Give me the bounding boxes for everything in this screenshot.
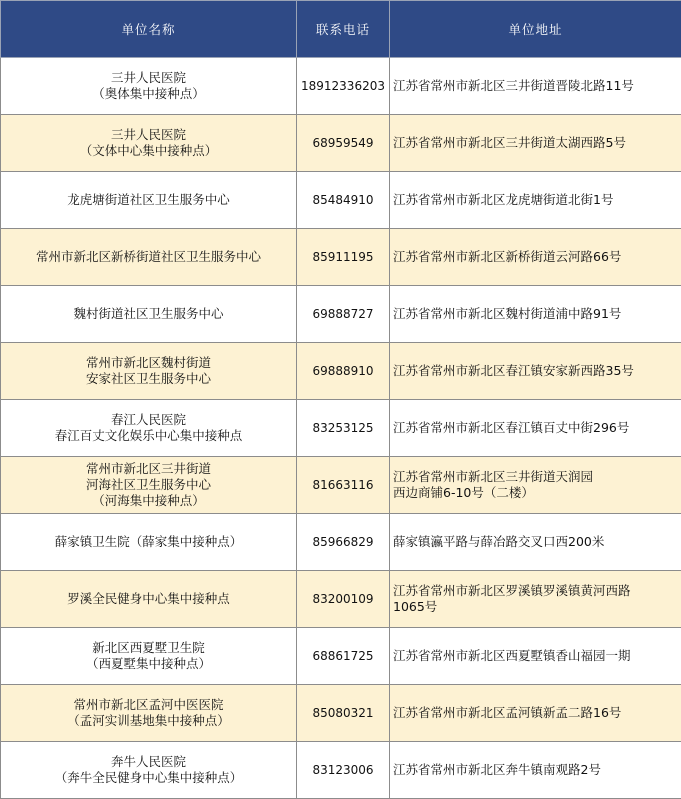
unit-name-line: 河海社区卫生服务中心 bbox=[85, 477, 211, 492]
table-row bbox=[1, 229, 681, 286]
unit-name-line: （河海集中接种点） bbox=[92, 493, 205, 508]
unit-name-cell bbox=[1, 115, 297, 172]
unit-name-cell bbox=[1, 229, 297, 286]
unit-name-line: 龙虎塘街道社区卫生服务中心 bbox=[67, 192, 230, 207]
phone-cell: 68959549 bbox=[297, 115, 390, 172]
unit-name-line: 三井人民医院 bbox=[110, 70, 186, 85]
address-cell bbox=[390, 286, 681, 343]
unit-name-cell bbox=[1, 58, 297, 115]
table-row bbox=[1, 343, 681, 400]
unit-name-line: 魏村街道社区卫生服务中心 bbox=[73, 306, 224, 321]
unit-name-line: 薛家镇卫生院（薛家集中接种点） bbox=[54, 534, 243, 549]
unit-name-line: 奔牛人民医院 bbox=[110, 754, 186, 769]
table-row bbox=[1, 742, 681, 799]
address-cell bbox=[390, 742, 681, 799]
table-row bbox=[1, 457, 681, 514]
phone-cell: 83123006 bbox=[297, 742, 390, 799]
address-cell bbox=[390, 58, 681, 115]
table-row bbox=[1, 286, 681, 343]
unit-name-line: 罗溪全民健身中心集中接种点 bbox=[67, 591, 230, 606]
unit-name-cell bbox=[1, 457, 297, 514]
phone-cell: 18912336203 bbox=[297, 58, 390, 115]
address-line: 江苏省常州市新北区三井街道晋陵北路11号 bbox=[393, 78, 634, 93]
table-row bbox=[1, 514, 681, 571]
unit-name-line: 新北区西夏墅卫生院 bbox=[92, 640, 205, 655]
address-line: 江苏省常州市新北区三井街道天润园 bbox=[393, 469, 594, 484]
phone-cell: 68861725 bbox=[297, 628, 390, 685]
table-row bbox=[1, 400, 681, 457]
unit-name-line: 常州市新北区魏村街道 bbox=[85, 355, 211, 370]
phone-cell: 85911195 bbox=[297, 229, 390, 286]
address-line: 江苏省常州市新北区春江镇百丈中街296号 bbox=[393, 420, 630, 435]
unit-name-line: 常州市新北区新桥街道社区卫生服务中心 bbox=[35, 249, 261, 264]
address-line: 1065号 bbox=[393, 599, 438, 614]
header-unit-name: 单位名称 bbox=[1, 1, 297, 58]
phone-cell: 83253125 bbox=[297, 400, 390, 457]
table-header bbox=[1, 1, 681, 58]
unit-name-cell bbox=[1, 514, 297, 571]
unit-name-cell bbox=[1, 343, 297, 400]
phone-cell: 83200109 bbox=[297, 571, 390, 628]
unit-name-line: （孟河实训基地集中接种点） bbox=[67, 713, 230, 728]
header-phone: 联系电话 bbox=[297, 1, 390, 58]
address-cell bbox=[390, 400, 681, 457]
phone-cell: 69888727 bbox=[297, 286, 390, 343]
address-line: 江苏省常州市新北区三井街道太湖西路5号 bbox=[393, 135, 626, 150]
address-cell bbox=[390, 343, 681, 400]
unit-name-line: （文体中心集中接种点） bbox=[79, 143, 218, 158]
address-line: 江苏省常州市新北区奔牛镇南观路2号 bbox=[393, 762, 601, 777]
address-line: 西边商铺6-10号（二楼） bbox=[393, 485, 534, 500]
table-row bbox=[1, 571, 681, 628]
address-line: 江苏省常州市新北区西夏墅镇香山福园一期 bbox=[393, 648, 631, 663]
header-address: 单位地址 bbox=[390, 1, 681, 58]
table-row bbox=[1, 115, 681, 172]
address-cell bbox=[390, 571, 681, 628]
unit-name-cell bbox=[1, 742, 297, 799]
unit-name-line: 常州市新北区三井街道 bbox=[85, 461, 211, 476]
phone-cell: 85080321 bbox=[297, 685, 390, 742]
address-line: 江苏省常州市新北区龙虎塘街道北街1号 bbox=[393, 192, 614, 207]
unit-name-cell bbox=[1, 286, 297, 343]
address-cell bbox=[390, 457, 681, 514]
address-cell bbox=[390, 172, 681, 229]
phone-cell: 81663116 bbox=[297, 457, 390, 514]
unit-name-cell bbox=[1, 685, 297, 742]
address-cell bbox=[390, 685, 681, 742]
unit-name-line: 三井人民医院 bbox=[110, 127, 186, 142]
table-row bbox=[1, 172, 681, 229]
unit-name-line: 常州市新北区孟河中医医院 bbox=[73, 697, 224, 712]
table-row bbox=[1, 628, 681, 685]
address-line: 江苏省常州市新北区罗溪镇罗溪镇黄河西路 bbox=[393, 583, 631, 598]
unit-name-cell bbox=[1, 571, 297, 628]
header-row bbox=[1, 1, 681, 58]
unit-name-line: （奥体集中接种点） bbox=[92, 86, 205, 101]
address-cell bbox=[390, 229, 681, 286]
table-body bbox=[1, 58, 681, 799]
table-row bbox=[1, 685, 681, 742]
address-line: 薛家镇瀛平路与薛冶路交叉口西200米 bbox=[393, 534, 605, 549]
unit-name-cell bbox=[1, 400, 297, 457]
unit-name-line: 安家社区卫生服务中心 bbox=[85, 371, 211, 386]
address-line: 江苏省常州市新北区春江镇安家新西路35号 bbox=[393, 363, 634, 378]
unit-name-line: 春江百丈文化娱乐中心集中接种点 bbox=[54, 428, 243, 443]
unit-name-line: 春江人民医院 bbox=[110, 412, 186, 427]
address-line: 江苏省常州市新北区新桥街道云河路66号 bbox=[393, 249, 622, 264]
unit-name-line: （西夏墅集中接种点） bbox=[85, 656, 211, 671]
table-row bbox=[1, 58, 681, 115]
phone-cell: 85966829 bbox=[297, 514, 390, 571]
address-line: 江苏省常州市新北区魏村街道浦中路91号 bbox=[393, 306, 622, 321]
phone-cell: 85484910 bbox=[297, 172, 390, 229]
address-cell bbox=[390, 514, 681, 571]
unit-name-cell bbox=[1, 628, 297, 685]
phone-cell: 69888910 bbox=[297, 343, 390, 400]
address-cell bbox=[390, 628, 681, 685]
address-cell bbox=[390, 115, 681, 172]
address-line: 江苏省常州市新北区孟河镇新孟二路16号 bbox=[393, 705, 622, 720]
unit-name-line: （奔牛全民健身中心集中接种点） bbox=[54, 770, 243, 785]
unit-name-cell bbox=[1, 172, 297, 229]
